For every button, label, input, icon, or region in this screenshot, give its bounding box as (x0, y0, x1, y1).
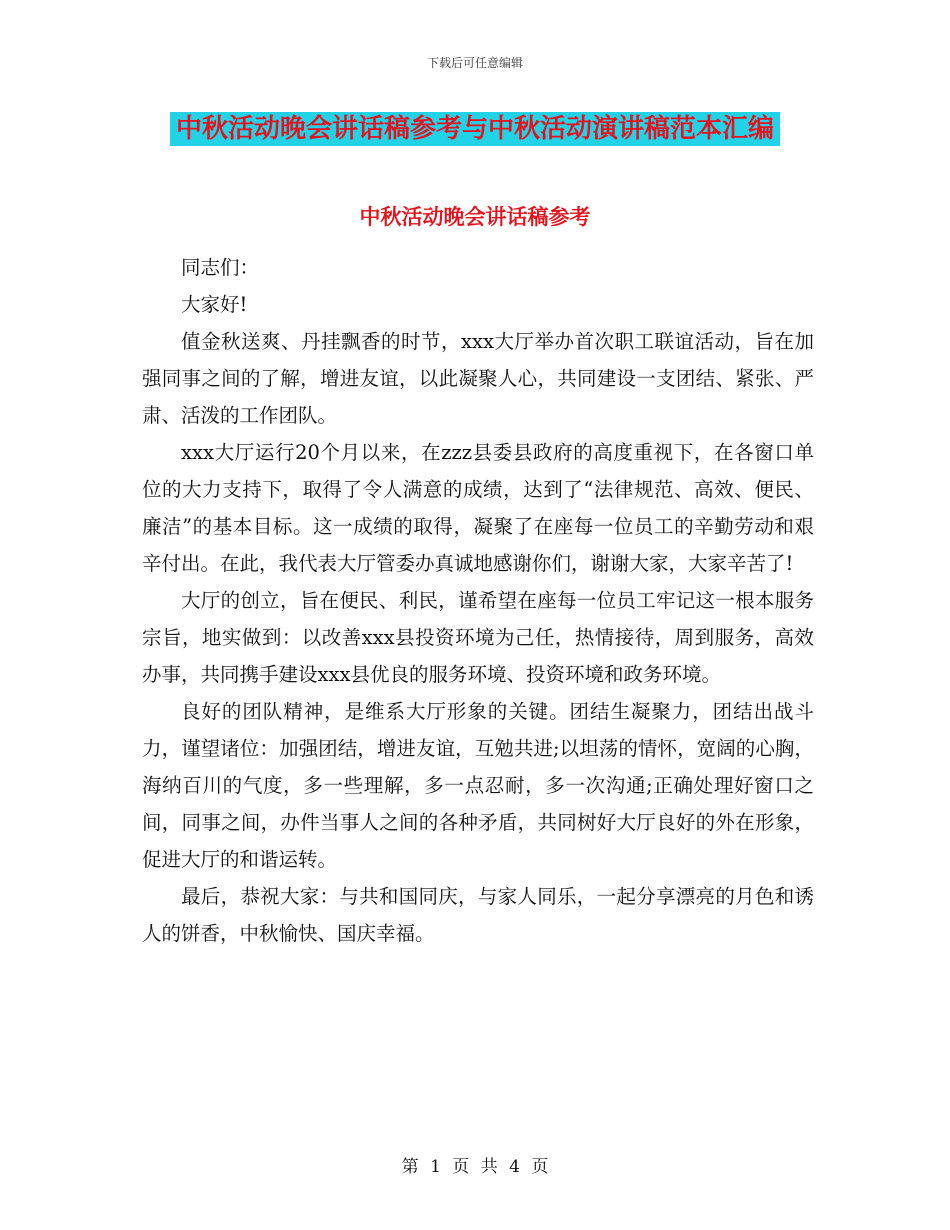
page-number-footer: 第 1 页 共 4 页 (401, 1157, 549, 1177)
paragraph-hello: 大家好! (181, 293, 248, 316)
document-body (142, 249, 814, 952)
paragraph-achievements: xxx大厅运行20个月以来，在zzz县委县政府的高度重视下，在各窗口单位的大力支持下，取得了令人满意的成绩，达到了“法律规范、高效、便民、廉洁”的基本目标。这一成绩的取得，凝聚了在座每一位员工的辛勤劳动和艰辛付出。在此，我代表大厅管委办真诚地感谢你们，谢谢大家，大家辛苦了! (142, 441, 814, 575)
paragraph-team-spirit: 良好的团队精神，是维系大厅形象的关键。团结生凝聚力，团结出战斗力，谨望诸位：加强团结，增进友谊，互勉共进;以坦荡的情怀，宽阔的心胸，海纳百川的气度，多一些理解，多一点忍耐，多一次沟通;正确处理好窗口之间，同事之间，办件当事人之间的各种矛盾，共同树好大厅良好的外在形象，促进大厅的和谐运转。 (142, 700, 814, 871)
paragraph-intro: 值金秋送爽、丹挂飘香的时节，xxx大厅举办首次职工联谊活动，旨在加强同事之间的了解，增进友谊，以此凝聚人心，共同建设一支团结、紧张、严肃、活泼的工作团队。 (142, 330, 814, 427)
main-title: 中秋活动晚会讲话稿参考与中秋活动演讲稿范本汇编 (170, 112, 780, 146)
paragraph-service-purpose: 大厅的创立，旨在便民、利民，谨希望在座每一位员工牢记这一根本服务宗旨，地实做到：以改善xxx县投资环境为己任，热情接待，周到服务，高效办事，共同携手建设xxx县优良的服务环境、投资环境和政务环境。 (142, 589, 814, 686)
paragraph-greeting: 同志们： (181, 256, 260, 279)
paragraph-closing: 最后，恭祝大家：与共和国同庆，与家人同乐，一起分享漂亮的月色和诱人的饼香，中秋愉快、国庆幸福。 (142, 885, 814, 945)
main-title-container (0, 112, 950, 146)
header-note: 下载后可任意编辑 (426, 56, 523, 70)
section-title: 中秋活动晚会讲话稿参考 (359, 205, 591, 229)
